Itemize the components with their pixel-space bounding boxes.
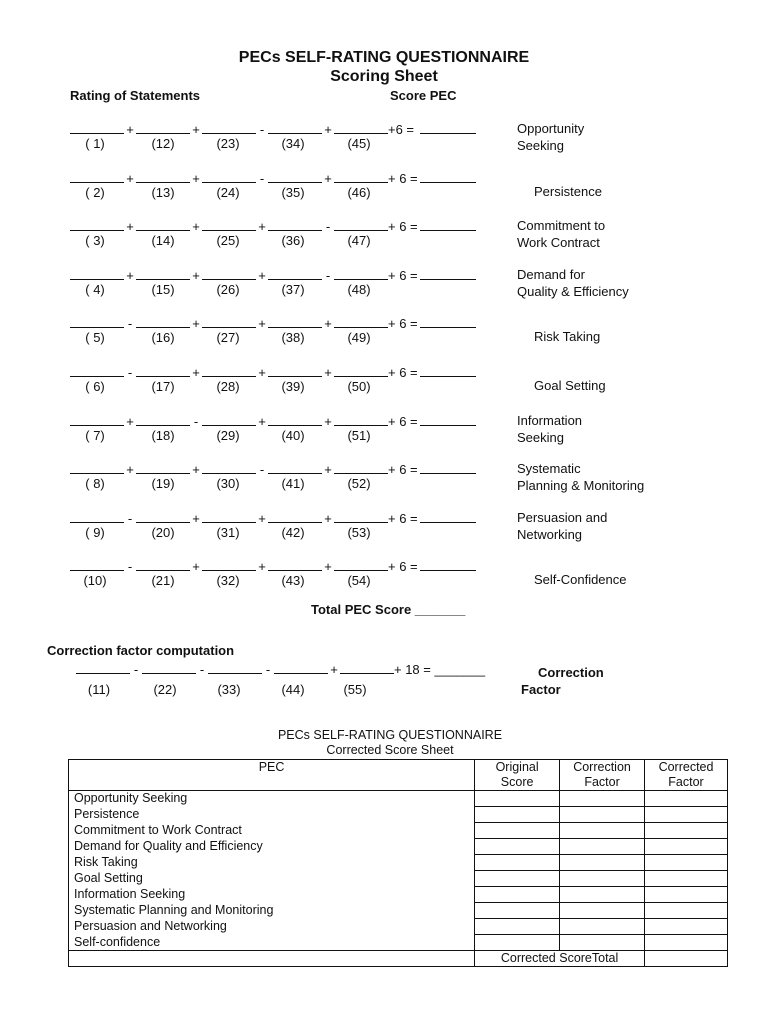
score-blank[interactable] — [274, 660, 328, 674]
statement-number: (21) — [151, 573, 175, 589]
score-blank[interactable] — [268, 509, 322, 523]
formula-line — [70, 363, 418, 380]
statement-number: ( 2) — [85, 184, 105, 200]
total-pec-score: Total PEC Score _______ — [311, 602, 466, 617]
operator: - — [127, 365, 133, 380]
formula-tail: + 18 = _______ — [394, 662, 486, 677]
operator: + — [192, 122, 200, 137]
pec-label-line: Risk Taking — [534, 329, 601, 345]
statement-number: (44) — [281, 682, 305, 697]
statement-number: (29) — [216, 427, 240, 443]
score-blank[interactable] — [202, 412, 256, 426]
score-blank[interactable] — [268, 557, 322, 571]
formula-tail: + 6 = — [388, 267, 418, 283]
operator: + — [324, 559, 332, 575]
formula-tail: +6 = — [388, 122, 415, 137]
table-cell-empty — [69, 951, 475, 967]
score-blank[interactable] — [334, 363, 388, 377]
score-blank[interactable] — [76, 660, 130, 674]
operator: - — [265, 662, 271, 677]
pec-label — [534, 571, 627, 588]
statement-number: (10) — [83, 573, 107, 589]
pec-label-line: Information — [517, 412, 583, 428]
operator: - — [259, 122, 265, 137]
formula-tail: + 6 = — [388, 365, 418, 380]
pec-label — [517, 412, 582, 446]
statement-number: (24) — [216, 184, 240, 200]
operator: + — [324, 316, 332, 332]
score-blank[interactable] — [136, 266, 190, 280]
operator: - — [259, 170, 265, 186]
table-row — [69, 807, 728, 823]
col-header-pec — [69, 760, 475, 791]
score-blank[interactable] — [136, 169, 190, 183]
statement-number: ( 6) — [85, 379, 105, 394]
pec-label-line: Persistence — [534, 183, 602, 199]
score-blank[interactable] — [136, 557, 190, 571]
score-blank[interactable] — [142, 660, 196, 674]
formula-tail: + 6 = — [388, 559, 418, 575]
col-header-text: Original — [495, 760, 539, 774]
score-blank[interactable] — [334, 217, 388, 231]
operator: - — [127, 510, 133, 526]
corrected-score-table — [68, 759, 728, 967]
correction-label-line2: Factor — [521, 682, 561, 697]
statement-number: ( 8) — [85, 476, 105, 492]
formula-line — [70, 460, 418, 477]
statement-number: ( 7) — [85, 427, 105, 443]
pec-label-line: Self-Confidence — [534, 572, 627, 588]
pec-label-line: Work Contract — [517, 235, 600, 251]
formula-line — [76, 660, 485, 677]
statement-number: (17) — [151, 379, 175, 394]
statement-number: (18) — [151, 427, 175, 443]
statement-number: (16) — [151, 330, 175, 346]
formula-tail: + 6 = — [388, 413, 418, 429]
statement-number: (46) — [347, 184, 371, 200]
statement-number: (23) — [216, 136, 240, 151]
formula-line — [70, 557, 418, 574]
table-row — [69, 855, 728, 871]
formula-line — [70, 120, 414, 137]
formula-tail: + 6 = — [388, 170, 418, 186]
score-blank[interactable] — [70, 460, 124, 474]
table-cell-pec: Commitment to Work Contract — [69, 823, 475, 839]
pec-score-blank[interactable] — [420, 522, 476, 523]
operator: + — [324, 510, 332, 526]
corrected-score-total-cell[interactable] — [645, 951, 728, 967]
statement-number: (39) — [281, 379, 305, 394]
table-subcaption: Corrected Score Sheet — [326, 743, 454, 757]
formula-line — [70, 412, 418, 429]
score-blank[interactable] — [70, 120, 124, 134]
score-blank[interactable] — [268, 266, 322, 280]
score-blank[interactable] — [202, 314, 256, 328]
statement-number: (37) — [281, 281, 305, 297]
operator: + — [192, 316, 200, 332]
pec-label-line: Systematic — [517, 461, 581, 477]
score-blank[interactable] — [334, 266, 388, 280]
operator: + — [324, 122, 332, 137]
score-blank[interactable] — [70, 217, 124, 231]
table-cell-score[interactable] — [645, 839, 728, 855]
score-blank[interactable] — [70, 557, 124, 571]
col-header-text: Correction — [573, 760, 631, 774]
operator: + — [192, 462, 200, 478]
operator: + — [258, 316, 266, 332]
table-cell-score[interactable] — [645, 791, 728, 807]
table-row — [69, 871, 728, 887]
score-blank[interactable] — [70, 412, 124, 426]
table-cell-score[interactable] — [475, 919, 560, 935]
operator: + — [324, 413, 332, 429]
operator: + — [192, 365, 200, 380]
operator: + — [126, 267, 134, 283]
operator: + — [258, 413, 266, 429]
correction-label-line1: Correction — [538, 665, 604, 680]
table-cell-score[interactable] — [560, 919, 645, 935]
table-cell-pec: Demand for Quality and Efficiency — [69, 839, 475, 855]
table-cell-score[interactable] — [475, 903, 560, 919]
pec-score-blank[interactable] — [420, 230, 476, 231]
operator: + — [324, 462, 332, 478]
pec-score-blank[interactable] — [420, 376, 476, 377]
formula-tail: + 6 = — [388, 219, 418, 235]
operator: + — [258, 510, 266, 526]
table-cell-score[interactable] — [475, 839, 560, 855]
operator: + — [258, 559, 266, 575]
col-header-corrected-factor — [645, 760, 728, 791]
table-cell-pec: Goal Setting — [69, 871, 475, 887]
statement-number: (47) — [347, 233, 371, 249]
formula-tail: + 6 = — [388, 510, 418, 526]
col-header-text: Factor — [584, 775, 620, 789]
pec-label — [517, 266, 629, 300]
table-cell-score[interactable] — [645, 935, 728, 951]
pec-label — [517, 120, 584, 154]
statement-number: ( 1) — [85, 136, 105, 151]
statement-number: (20) — [151, 524, 175, 540]
statement-number: (15) — [151, 281, 175, 297]
pec-label-line: Goal Setting — [534, 378, 606, 393]
statement-number: (55) — [343, 682, 367, 697]
score-blank[interactable] — [268, 217, 322, 231]
statement-number: (45) — [347, 136, 371, 151]
table-row — [69, 839, 728, 855]
table-cell-score[interactable] — [475, 935, 560, 951]
table-cell-score[interactable] — [475, 823, 560, 839]
table-cell-pec: Information Seeking — [69, 887, 475, 903]
score-blank[interactable] — [136, 217, 190, 231]
table-row — [69, 935, 728, 951]
col-header-text: Corrected — [658, 760, 714, 774]
operator: - — [127, 559, 133, 575]
operator: + — [258, 365, 266, 380]
header-score-pec: Score PEC — [390, 88, 457, 103]
pec-label — [517, 460, 644, 494]
pec-label — [517, 217, 605, 251]
score-blank[interactable] — [334, 169, 388, 183]
table-footer-row — [69, 951, 728, 967]
header-rating-of-statements: Rating of Statements — [70, 88, 201, 103]
statement-number: (35) — [281, 184, 305, 200]
pec-score-blank[interactable] — [420, 182, 476, 183]
formula-tail: + 6 = — [388, 316, 418, 332]
table-cell-score[interactable] — [645, 871, 728, 887]
statement-number: (14) — [151, 233, 175, 249]
score-blank[interactable] — [202, 557, 256, 571]
page-subtitle: Scoring Sheet — [330, 68, 438, 85]
table-row — [69, 919, 728, 935]
score-blank[interactable] — [334, 557, 388, 571]
operator: + — [126, 413, 134, 429]
table-cell-score[interactable] — [475, 887, 560, 903]
col-header-correction-factor — [560, 760, 645, 791]
formula-line — [70, 314, 418, 331]
score-blank[interactable] — [136, 314, 190, 328]
statement-number: (53) — [347, 524, 371, 540]
score-blank[interactable] — [202, 509, 256, 523]
pec-label-line: Persuasion and — [517, 509, 608, 525]
table-cell-score[interactable] — [645, 855, 728, 871]
operator: - — [199, 662, 205, 677]
operator: + — [192, 219, 200, 235]
statement-number: (30) — [216, 476, 240, 492]
statement-number: (36) — [281, 233, 305, 249]
pec-score-blank[interactable] — [420, 425, 476, 426]
score-blank[interactable] — [202, 266, 256, 280]
col-header-text: Factor — [668, 775, 704, 789]
statement-number: (43) — [281, 573, 305, 589]
table-cell-pec: Risk Taking — [69, 855, 475, 871]
table-cell-score[interactable] — [560, 791, 645, 807]
score-blank[interactable] — [334, 412, 388, 426]
statement-number: (54) — [347, 573, 371, 589]
table-cell-score[interactable] — [645, 903, 728, 919]
table-cell-score[interactable] — [475, 791, 560, 807]
formula-line — [70, 217, 418, 234]
page-title: PECs SELF-RATING QUESTIONNAIRE — [238, 49, 530, 66]
statement-number: (22) — [153, 682, 177, 697]
pec-score-blank[interactable] — [420, 133, 476, 134]
statement-number: (34) — [281, 136, 305, 151]
statement-number: (13) — [151, 184, 175, 200]
col-header-original-score — [475, 760, 560, 791]
pec-label-line: Networking — [517, 526, 583, 542]
table-cell-score[interactable] — [560, 823, 645, 839]
statement-number: (42) — [281, 524, 305, 540]
score-blank[interactable] — [334, 120, 388, 134]
score-blank[interactable] — [70, 363, 124, 377]
score-blank[interactable] — [268, 120, 322, 134]
pec-label-line: Seeking — [517, 138, 564, 153]
formula-tail: + 6 = — [388, 462, 418, 478]
score-blank[interactable] — [334, 509, 388, 523]
table-cell-score[interactable] — [560, 887, 645, 903]
operator: - — [193, 413, 199, 429]
table-cell-score[interactable] — [475, 871, 560, 887]
score-blank[interactable] — [268, 363, 322, 377]
statement-number: (31) — [216, 524, 240, 540]
score-blank[interactable] — [136, 460, 190, 474]
table-cell-score[interactable] — [560, 855, 645, 871]
operator: - — [133, 662, 139, 677]
table-row — [69, 791, 728, 807]
operator: - — [325, 219, 331, 235]
operator: + — [126, 462, 134, 478]
table-row — [69, 823, 728, 839]
score-blank[interactable] — [268, 169, 322, 183]
pec-score-blank[interactable] — [420, 279, 476, 280]
pec-score-blank[interactable] — [420, 473, 476, 474]
pec-label-line: Seeking — [517, 429, 564, 445]
statement-number: (12) — [151, 136, 175, 151]
score-blank[interactable] — [70, 314, 124, 328]
table-cell-score[interactable] — [560, 807, 645, 823]
score-blank[interactable] — [202, 120, 256, 134]
score-blank[interactable] — [70, 266, 124, 280]
score-blank[interactable] — [340, 660, 394, 674]
operator: + — [126, 170, 134, 186]
statement-number: (33) — [217, 682, 241, 697]
col-header-text: Score — [500, 775, 534, 789]
table-row — [69, 887, 728, 903]
statement-number: (52) — [347, 476, 371, 492]
score-blank[interactable] — [208, 660, 262, 674]
table-cell-score[interactable] — [645, 887, 728, 903]
statement-number: (38) — [281, 330, 305, 346]
table-cell-score[interactable] — [645, 807, 728, 823]
table-cell-score[interactable] — [560, 903, 645, 919]
correction-heading: Correction factor computation — [47, 643, 235, 658]
table-cell-pec: Persistence — [69, 807, 475, 823]
pec-score-blank[interactable] — [420, 327, 476, 328]
operator: + — [192, 559, 200, 575]
statement-number: (49) — [347, 330, 371, 346]
statement-number: (48) — [347, 281, 371, 297]
table-cell-score[interactable] — [475, 807, 560, 823]
operator: + — [126, 219, 134, 235]
score-blank[interactable] — [70, 169, 124, 183]
statement-number: (27) — [216, 330, 240, 346]
statement-number: ( 5) — [85, 330, 105, 346]
statement-number: ( 3) — [85, 233, 105, 249]
pec-label — [517, 509, 607, 543]
operator: + — [192, 267, 200, 283]
operator: + — [258, 219, 266, 235]
table-cell-score[interactable] — [560, 871, 645, 887]
pec-score-blank[interactable] — [420, 570, 476, 571]
score-blank[interactable] — [268, 460, 322, 474]
pec-label — [534, 328, 600, 345]
score-blank[interactable] — [268, 314, 322, 328]
statement-number: (19) — [151, 476, 175, 492]
table-cell-pec: Self-confidence — [69, 935, 475, 951]
statement-number: (25) — [216, 233, 240, 249]
statement-number: (26) — [216, 281, 240, 297]
pec-label-line: Opportunity — [517, 121, 585, 136]
score-blank[interactable] — [268, 412, 322, 426]
table-cell-score[interactable] — [475, 855, 560, 871]
score-blank[interactable] — [202, 169, 256, 183]
statement-number: (41) — [281, 476, 305, 492]
score-blank[interactable] — [136, 363, 190, 377]
pec-label — [534, 183, 602, 200]
operator: - — [127, 316, 133, 332]
score-blank[interactable] — [136, 412, 190, 426]
operator: + — [324, 170, 332, 186]
score-blank[interactable] — [136, 509, 190, 523]
statement-number: ( 4) — [85, 281, 105, 297]
statement-number: (11) — [87, 682, 111, 697]
table-cell-score[interactable] — [560, 935, 645, 951]
table-header-row — [69, 760, 728, 791]
operator: + — [126, 122, 134, 137]
pec-label-line: Planning & Monitoring — [517, 478, 645, 494]
operator: - — [259, 462, 265, 478]
formula-line — [70, 509, 418, 526]
score-blank[interactable] — [202, 460, 256, 474]
score-blank[interactable] — [202, 217, 256, 231]
statement-number: (50) — [347, 379, 371, 394]
operator: + — [258, 267, 266, 283]
operator: + — [324, 365, 332, 380]
table-cell-pec: Systematic Planning and Monitoring — [69, 903, 475, 919]
table-caption: PECs SELF-RATING QUESTIONNAIRE — [277, 728, 503, 742]
formula-line — [70, 169, 418, 186]
formula-line — [70, 266, 418, 283]
operator: + — [330, 662, 338, 677]
operator: + — [192, 170, 200, 186]
table-cell-pec: Opportunity Seeking — [69, 791, 475, 807]
score-blank[interactable] — [334, 460, 388, 474]
pec-label — [534, 377, 606, 394]
score-blank[interactable] — [136, 120, 190, 134]
score-blank[interactable] — [334, 314, 388, 328]
statement-number: (51) — [347, 427, 371, 443]
statement-number: (28) — [216, 379, 240, 394]
table-cell-score[interactable] — [645, 823, 728, 839]
table-cell-score[interactable] — [645, 919, 728, 935]
statement-number: (32) — [216, 573, 240, 589]
pec-label-line: Demand for — [517, 266, 585, 282]
statement-number: ( 9) — [85, 524, 105, 540]
score-blank[interactable] — [70, 509, 124, 523]
operator: - — [325, 267, 331, 283]
score-blank[interactable] — [202, 363, 256, 377]
corrected-score-total-label: Corrected ScoreTotal — [475, 951, 645, 967]
table-cell-score[interactable] — [560, 839, 645, 855]
operator: + — [192, 510, 200, 526]
statement-number: (40) — [281, 427, 305, 443]
col-header-pec-text: PEC — [258, 760, 285, 774]
pec-label-line: Commitment to — [517, 218, 606, 234]
pec-label-line: Quality & Efficiency — [517, 283, 629, 299]
table-cell-pec: Persuasion and Networking — [69, 919, 475, 935]
table-row — [69, 903, 728, 919]
